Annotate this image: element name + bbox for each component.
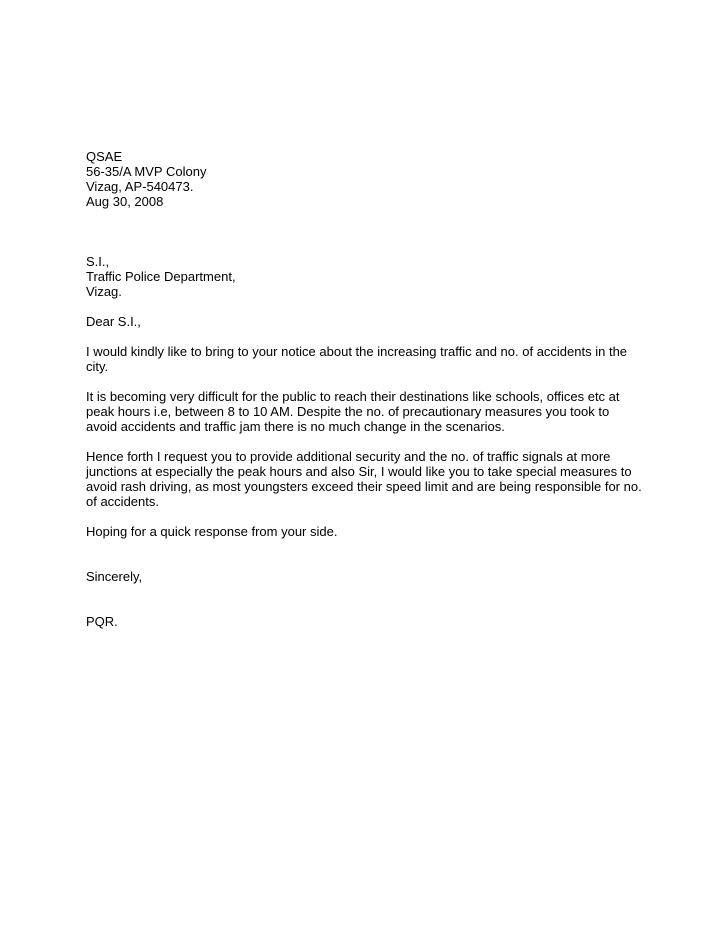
signature: PQR.: [86, 614, 118, 629]
body-paragraph-4: Hoping for a quick response from your side.: [86, 524, 338, 539]
salutation: Dear S.I.,: [86, 314, 141, 329]
letter-content: [86, 149, 642, 629]
closing: Sincerely,: [86, 569, 143, 584]
recipient-title: S.I.,: [86, 254, 110, 269]
sender-address-line1: 56-35/A MVP Colony: [86, 164, 207, 179]
body-paragraph-2: It is becoming very difficult for the public to reach their destinations like schools, offices etc at peak hours i.e, between 8 to 10 AM. Despite the no. of precautionary measures you took to avoid accidents and traffic jam there is no much change in the scenarios.: [86, 389, 620, 434]
recipient-department: Traffic Police Department,: [86, 269, 236, 284]
body-paragraph-3: Hence forth I request you to provide additional security and the no. of traffic signals at more junctions at especially the peak hours and also Sir, I would like you to take special measures to avoid rash driving, as most youngsters exceed their speed limit and are being responsible for no. of accidents.: [86, 449, 642, 509]
body-paragraph-1: I would kindly like to bring to your notice about the increasing traffic and no. of accidents in the city.: [86, 344, 628, 374]
letter-date: Aug 30, 2008: [86, 194, 164, 209]
sender-name: QSAE: [86, 149, 123, 164]
recipient-address-block: [86, 254, 642, 299]
sender-address-block: [86, 149, 642, 209]
recipient-city: Vizag.: [86, 284, 122, 299]
sender-address-line2: Vizag, AP-540473.: [86, 179, 194, 194]
